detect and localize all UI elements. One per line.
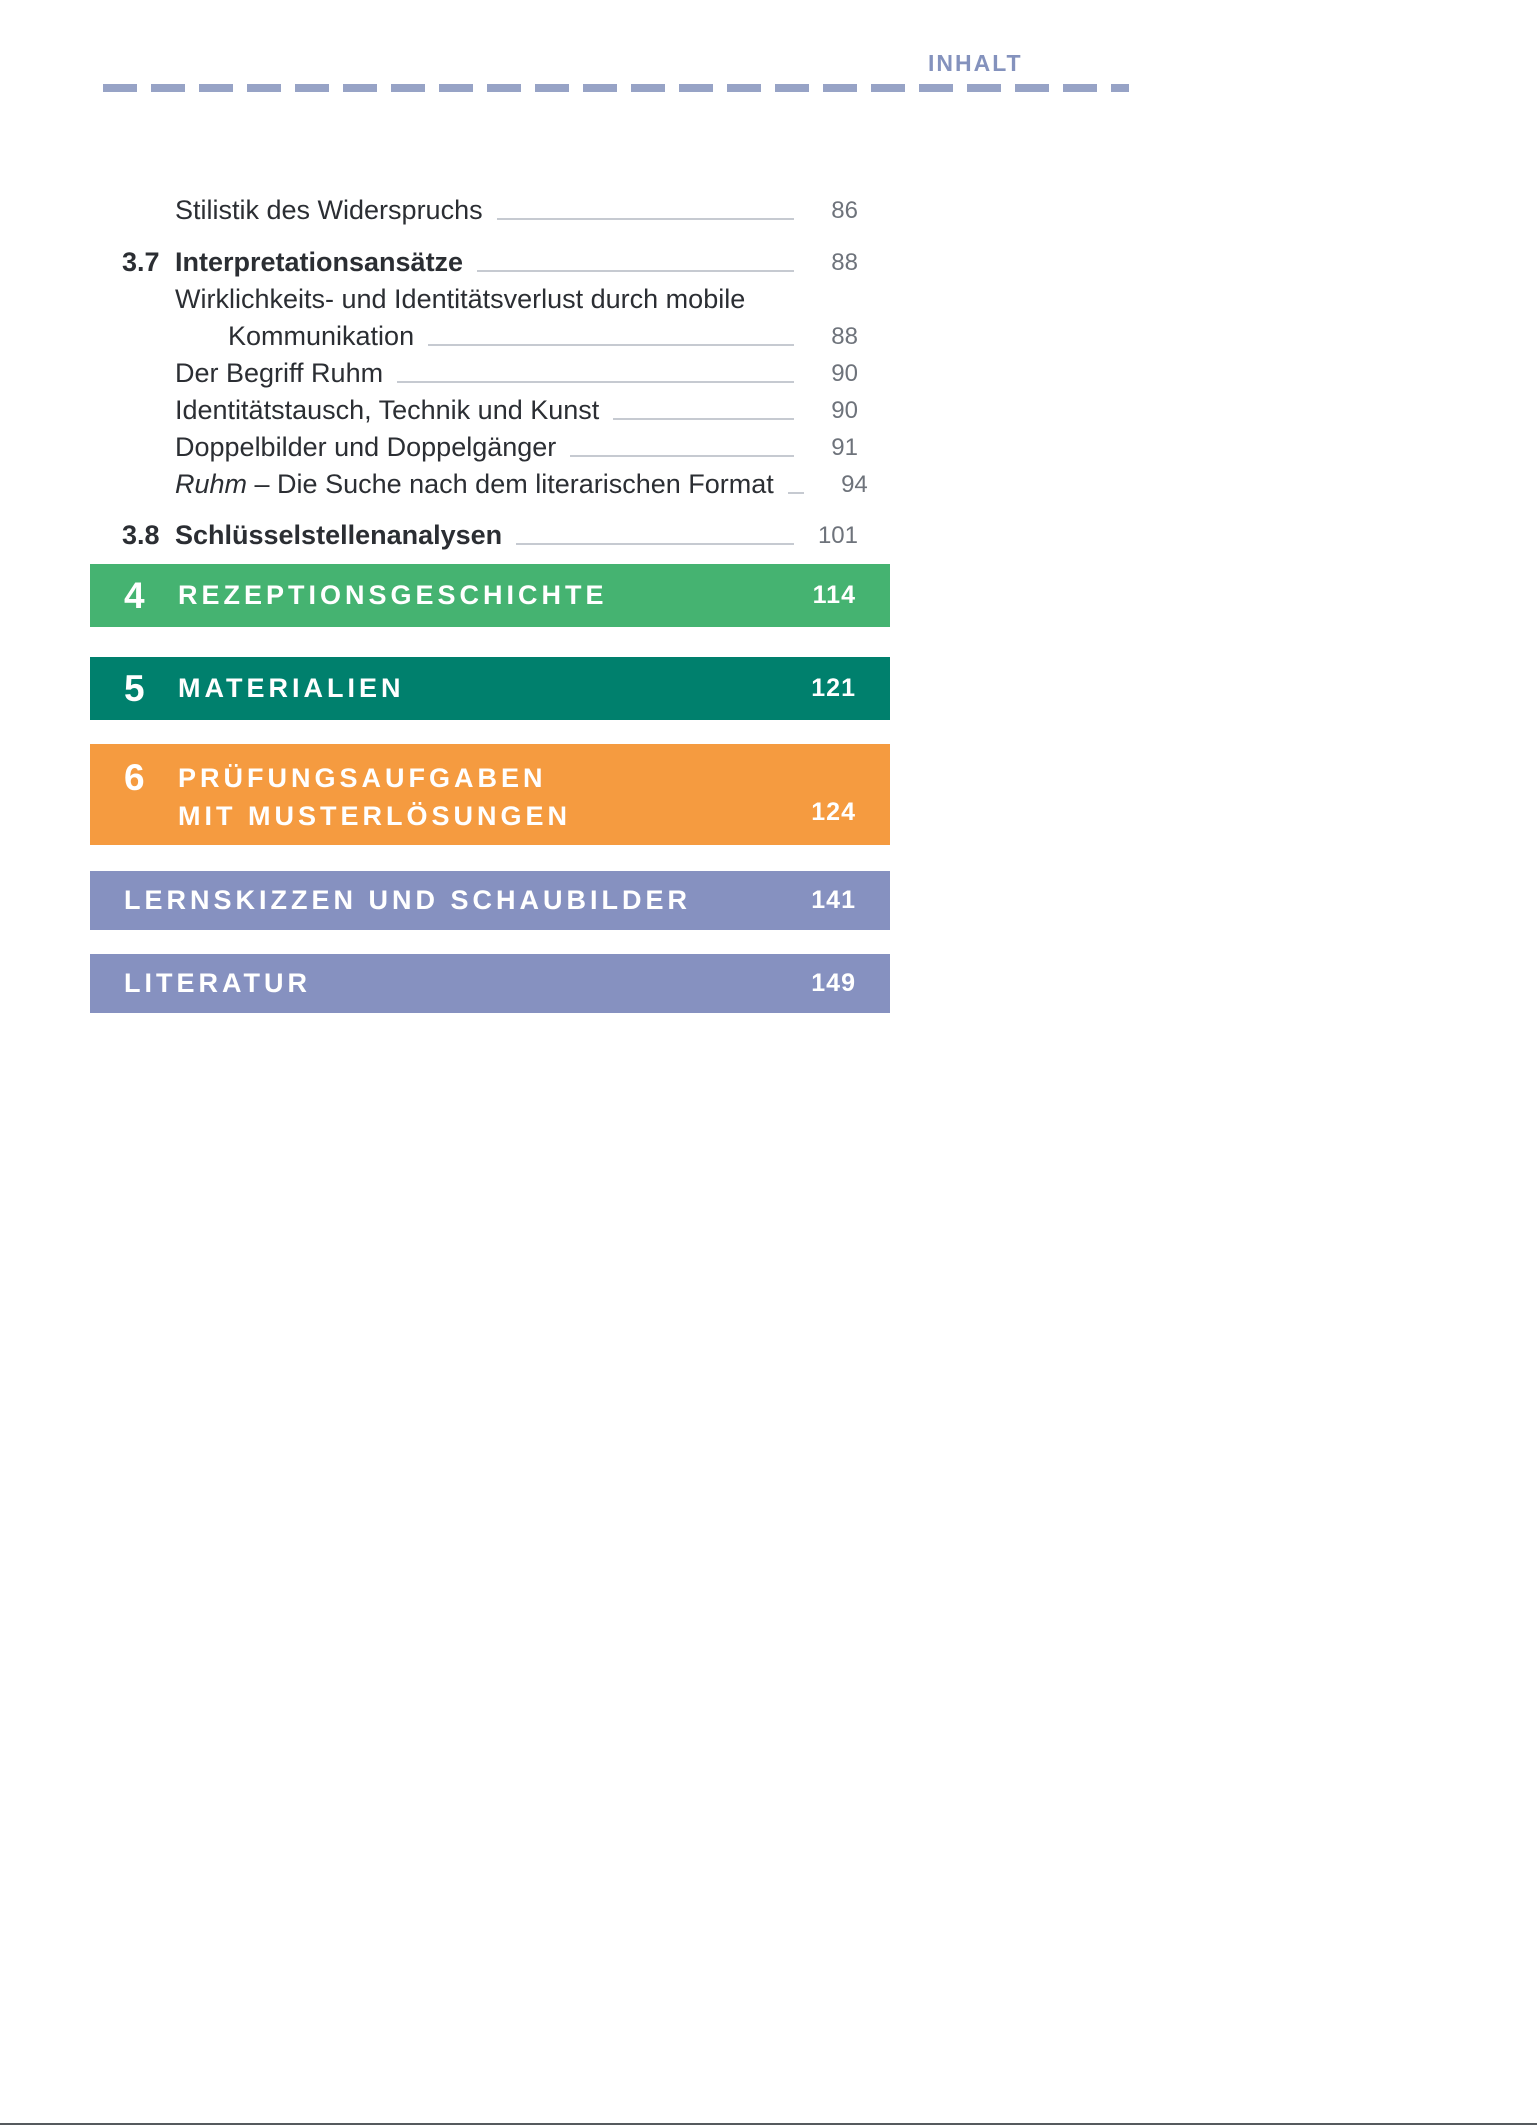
toc-entry-page: 91 [831, 434, 858, 461]
leader-line [570, 455, 794, 457]
leader-line [428, 344, 794, 346]
header-dashed-rule [103, 84, 1129, 92]
toc-entry-label: Stilistik des Widerspruchs [175, 195, 483, 225]
toc-entry-page: 101 [817, 522, 858, 549]
section-number: 4 [124, 574, 145, 616]
toc-entry-label: Doppelbilder und Doppelgänger [175, 432, 557, 462]
toc-entry-label: Interpretationsansätze [175, 247, 464, 277]
toc-entry-label-italic: Ruhm [175, 469, 248, 499]
toc-entry-label-rest: – Die Suche nach dem literarischen Format [247, 469, 774, 499]
toc-entry [122, 517, 858, 554]
toc-entry-page: 90 [831, 397, 858, 424]
section-page: 149 [811, 969, 856, 997]
toc-entry-number: 3.8 [122, 520, 160, 550]
toc-entry-label: Der Begriff Ruhm [175, 358, 384, 388]
toc-entry [122, 244, 858, 281]
section-banner-literatur [90, 954, 890, 1013]
leader-line [497, 218, 794, 220]
toc-entry-label: Kommunikation [228, 321, 415, 351]
toc-entry-line1 [122, 281, 858, 318]
section-title: REZEPTIONSGESCHICHTE [178, 580, 608, 610]
section-page: 124 [811, 798, 856, 826]
section-page: 141 [811, 886, 856, 914]
section-title [178, 759, 571, 835]
leader-line [613, 418, 794, 420]
toc-entry-label: Schlüsselstellenanalysen [175, 520, 503, 550]
toc-entry-page: 88 [831, 323, 858, 350]
toc-entry [122, 429, 858, 466]
toc-entry-number: 3.7 [122, 247, 160, 277]
leader-line [477, 270, 794, 272]
toc-entry [122, 466, 868, 503]
page-header-label: INHALT [928, 50, 1023, 76]
toc-entry-page: 90 [831, 360, 858, 387]
toc-entry-page: 86 [831, 197, 858, 224]
section-banner-materialien [90, 657, 890, 720]
toc-entry [122, 392, 858, 429]
toc-entry-label [175, 466, 774, 503]
leader-line [516, 543, 794, 545]
section-title-line1: PRÜFUNGSAUFGABEN [178, 763, 547, 793]
section-banner-lernskizzen [90, 871, 890, 930]
section-page: 121 [811, 674, 856, 702]
leader-line [397, 381, 794, 383]
toc-entry-label: Identitätstausch, Technik und Kunst [175, 395, 600, 425]
toc-entry [122, 192, 858, 229]
toc-list [122, 192, 868, 554]
toc-entry-label: Wirklichkeits- und Identitätsverlust durch mobile [175, 284, 746, 314]
section-title: MATERIALIEN [178, 673, 405, 703]
leader-line [788, 492, 804, 494]
section-title: LITERATUR [124, 968, 311, 998]
toc-entry-line2 [122, 318, 858, 355]
section-banner-rezeptionsgeschichte [90, 564, 890, 627]
section-page: 114 [812, 581, 856, 609]
toc-entry-page: 88 [831, 249, 858, 276]
section-number: 5 [124, 667, 145, 709]
toc-entry [122, 355, 858, 392]
section-title-line2: MIT MUSTERLÖSUNGEN [178, 801, 571, 831]
section-number: 6 [124, 757, 145, 798]
section-title: LERNSKIZZEN UND SCHAUBILDER [124, 885, 691, 915]
section-banner-pruefungsaufgaben [90, 744, 890, 845]
toc-entry-page: 94 [841, 471, 868, 498]
